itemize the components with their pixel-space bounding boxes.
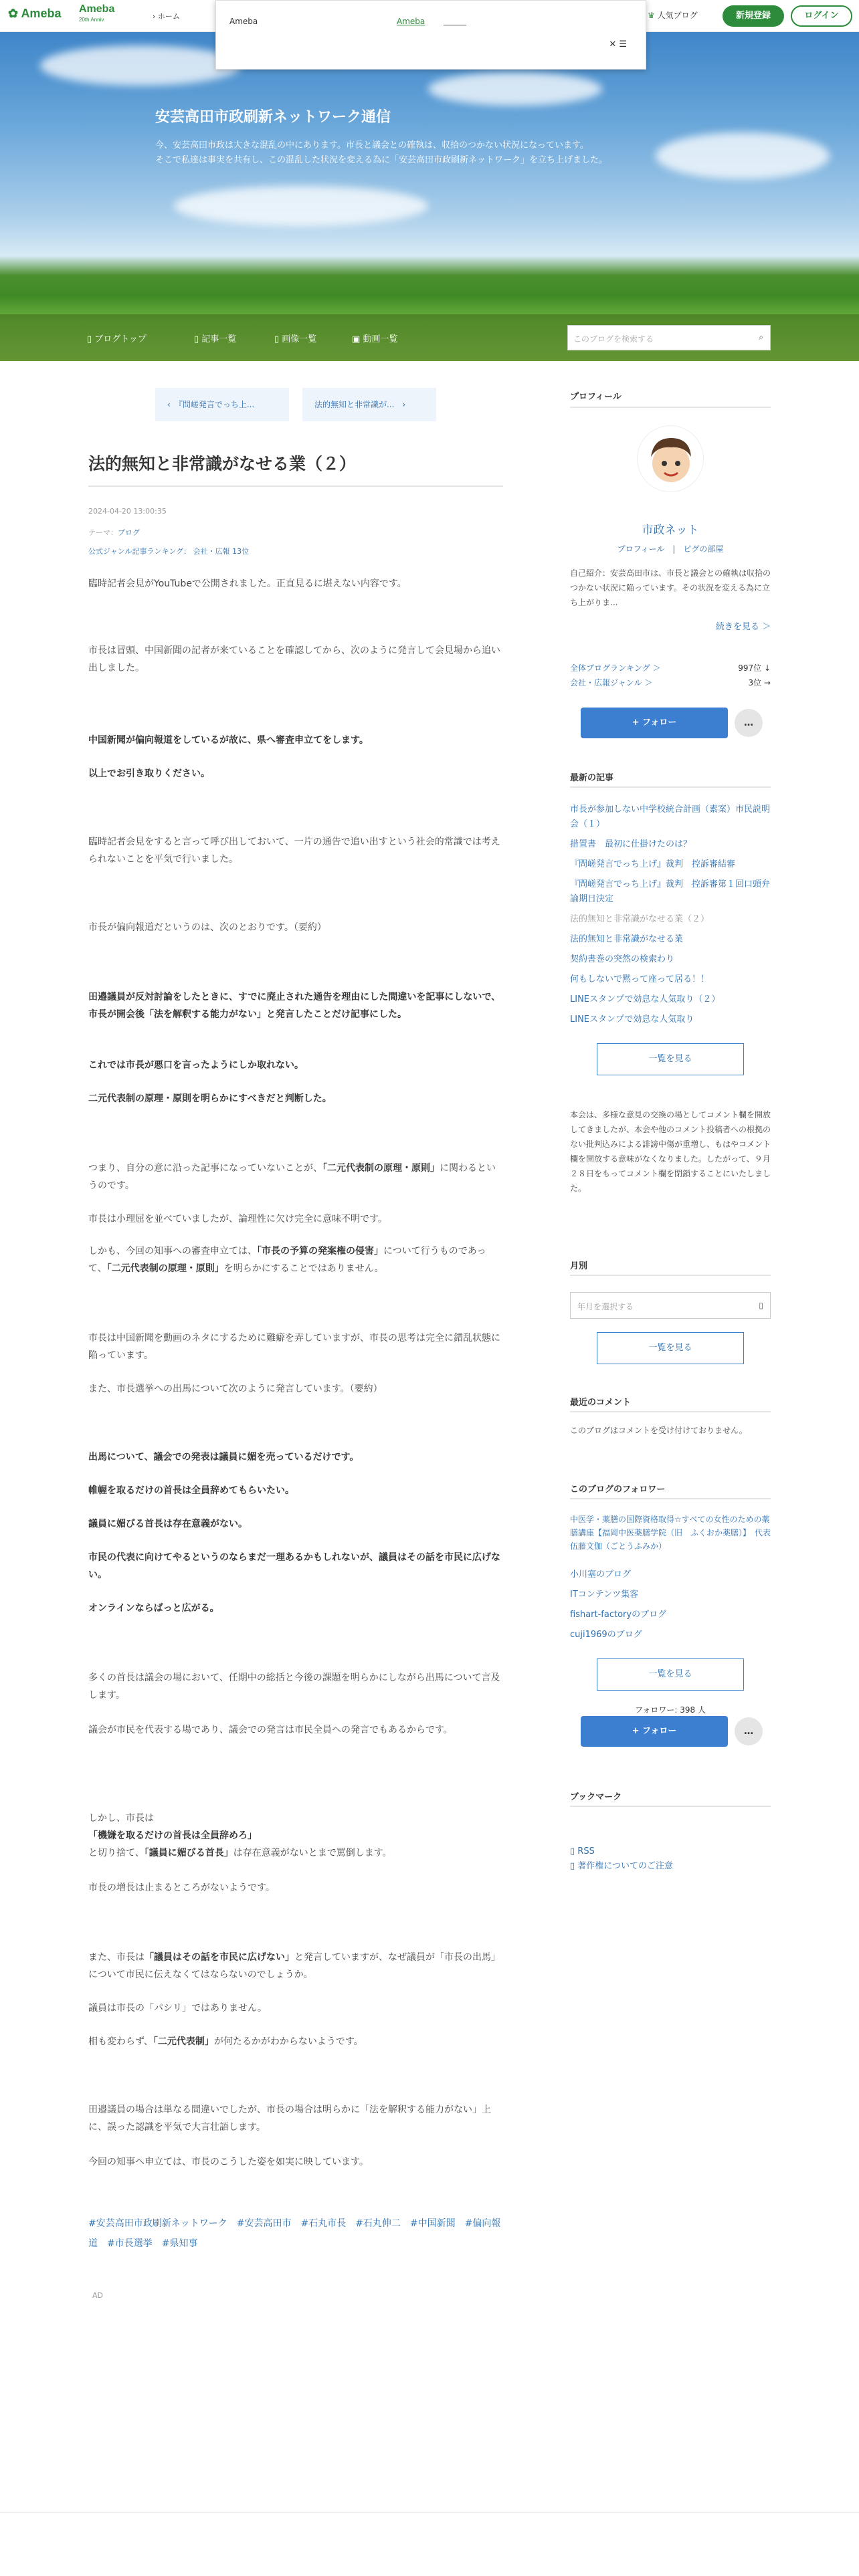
profile-intro: 自己紹介：安芸高田市は、市長と議会との確執は収拾のつかない状況に陥っています。その状況を変える為に立ち上がりま... xyxy=(570,568,771,607)
paragraph: 今回の知事へ申立ては、市長のこうした姿を如実に映しています。 xyxy=(88,2157,369,2167)
profile-link[interactable]: プロフィール xyxy=(617,544,665,554)
blog-search-input[interactable]: このブログを検索する ⌕ xyxy=(567,325,771,350)
blog-title[interactable]: 安芸高田市政刷新ネットワーク通信 xyxy=(155,109,391,126)
divider xyxy=(570,1275,771,1276)
ad-popup xyxy=(215,0,646,70)
latest-article-current[interactable]: 法的無知と非常識がなせる業（２） xyxy=(570,914,710,924)
latest-article-link[interactable]: 措置書 最初に仕掛けたのは？ xyxy=(570,839,692,849)
follower-blog-link[interactable]: fishart-factoryのブログ xyxy=(570,1610,667,1620)
hot-blog-link[interactable]: ♛ 人気ブログ xyxy=(648,11,698,20)
popup-close-icon[interactable]: ✕ ☰ xyxy=(609,39,627,49)
chevron-right-icon: › xyxy=(402,400,406,409)
follower-blog-link[interactable]: 中医学・薬膳の国際資格取得☆すべての女性のための薬膳講座【福岡中医薬膳学院（旧 ふくおか薬膳）】 代表 伍藤文伽（ごとうふみか） xyxy=(570,1515,779,1551)
cloud-decoration xyxy=(174,186,428,226)
paragraph: 中国新聞が偏向報道をしているが故に、県へ審査申立てをします。 xyxy=(88,735,369,746)
follower-count: フォロワー: 398 人 xyxy=(635,1705,706,1715)
paragraph: また、市長選挙への出馬について次のように発言しています。（要約） xyxy=(88,1384,383,1394)
latest-article-link[interactable]: 法的無知と非常識がなせる業 xyxy=(570,934,684,944)
nav-videos[interactable]: ▣ 動画一覧 xyxy=(352,334,398,344)
avatar[interactable] xyxy=(637,425,704,492)
paragraph: 臨時記者会見をすると言って呼び出しておいて、一片の通告で追い出すという社会的常識では考えられないことを平気で行いました。 xyxy=(88,837,500,865)
profile-name[interactable]: 市政ネット xyxy=(642,524,699,537)
paragraph: 市長は小理屈を並べていましたが、論理性に欠け完全に意味不明です。 xyxy=(88,1214,387,1224)
paragraph: 田邉議員が反対討論をしたときに、すでに廃止された通告を理由にした間違いを記事にしないで、市長が開会後「法を解釈する能力がない」と発言したことだけ記事にした。 xyxy=(88,992,501,1020)
overall-ranking-link[interactable]: 全体ブログランキング ＞ 997位 ↓ xyxy=(570,663,771,673)
paragraph: 多くの首長は議会の場において、任期中の総括と今後の課題を明らかにしながら出馬について言及します。 xyxy=(88,1673,500,1701)
blog-description-line1: 今、安芸高田市政は大きな混乱の中にあります。市長と議会との確執は、収拾のつかない状況になっています。 xyxy=(155,140,589,150)
ameba-logo[interactable]: ✿ Ameba xyxy=(8,7,62,20)
latest-article-link[interactable]: 契約書巻の突然の検索わり xyxy=(570,954,675,964)
paragraph: 市長は冒頭、中国新聞の記者が来ていることを確認してから、次のように発言して会見場から追い出しました。 xyxy=(88,645,500,673)
genre-ranking-link[interactable]: 公式ジャンル記事ランキング： 会社・広報 13位 xyxy=(88,547,250,556)
next-article-link[interactable]: 法的無知と非常識が... › xyxy=(302,388,436,421)
paragraph: 相も変わらず、「二元代表制」が何たるかがわからないようです。 xyxy=(88,2036,363,2047)
article-title: 法的無知と非常識がなせる業（２） xyxy=(88,454,357,473)
paragraph: 二元代表制の原理・原則を明らかにすべきだと判断した。 xyxy=(88,1093,332,1104)
cloud-decoration xyxy=(40,45,241,86)
paragraph: 出馬について、議会での発表は議員に媚を売っているだけです。 xyxy=(88,1452,359,1463)
follow-button[interactable]: + フォロー xyxy=(581,708,728,738)
popup-label: Ameba xyxy=(229,17,258,26)
paragraph: 市長が偏向報道だというのは、次のとおりです。（要約） xyxy=(88,922,326,933)
follower-blog-link[interactable]: 小川塞のブログ xyxy=(570,1570,632,1580)
nav-entries[interactable]: ▯ 記事一覧 xyxy=(194,334,237,344)
list-icon: ▯ xyxy=(194,334,199,344)
paragraph: これでは市長が悪口を言ったようにしか取れない。 xyxy=(88,1060,304,1071)
month-select[interactable]: 年月を選択する ▯ xyxy=(570,1292,771,1319)
hashtag-list[interactable]: #安芸高田市政刷新ネットワーク #安芸高田市 #石丸市長 #石丸伸二 #中国新聞 #偏向報道 #市長選挙 #県知事 xyxy=(88,2218,501,2249)
pigg-room-link[interactable]: ピグの部屋 xyxy=(683,544,724,554)
paragraph: 議員に媚びる首長は存在意義がない。 xyxy=(88,1519,248,1529)
divider xyxy=(570,1411,771,1412)
calendar-icon: ▯ xyxy=(759,1301,763,1310)
paragraph: 臨時記者会見がYouTubeで公開されました。正直見るに堪えない内容です。 xyxy=(88,578,407,589)
image-icon: ▯ xyxy=(274,334,280,344)
rss-icon: ▯ xyxy=(570,1846,575,1856)
doc-icon: ▯ xyxy=(570,1861,575,1871)
latest-article-link[interactable]: 何もしないで黙って座って居る！！ xyxy=(570,974,710,984)
genre-ranking-link[interactable]: 会社・広報ジャンル ＞ 3位 → xyxy=(570,678,771,687)
ameba-20th-logo[interactable]: Ameba 20th Anniv. xyxy=(79,3,115,23)
register-button[interactable]: 新規登録 xyxy=(723,5,784,27)
copyright-notice-link[interactable]: ▯ 著作権についてのご注意 xyxy=(570,1861,674,1871)
ad-label: AD xyxy=(92,2291,103,2300)
latest-article-link[interactable]: 『問嵯発言でっち上げ』裁判 控訴審結審 xyxy=(570,859,736,869)
frog-icon: ✿ xyxy=(8,7,19,20)
divider xyxy=(570,1806,771,1807)
no-comments-text: このブログはコメントを受け付けておりません。 xyxy=(570,1426,747,1435)
more-menu-icon[interactable]: … xyxy=(735,709,763,737)
latest-article-link[interactable]: 市長が参加しない中学校統合計画（素案）市民説明会（１） xyxy=(570,804,771,829)
read-more-link[interactable]: 続きを見る ＞ xyxy=(715,622,771,632)
search-icon[interactable]: ⌕ xyxy=(759,332,763,342)
paragraph: 議会が市民を代表する場であり、議会での発言は市民全員への発言でもあるからです。 xyxy=(88,1725,453,1735)
popup-link[interactable]: Ameba xyxy=(397,17,425,26)
follower-blog-link[interactable]: ITコンテンツ集客 xyxy=(570,1590,639,1600)
monthly-list-button[interactable]: 一覧を見る xyxy=(597,1332,744,1364)
home-icon: ▯ xyxy=(87,334,92,344)
article-date: 2024-04-20 13:00:35 xyxy=(88,507,167,516)
latest-article-link[interactable]: 『問嵯発言でっち上げ』裁判 控訴審第１回口頭弁論期日決定 xyxy=(570,879,771,904)
bookmark-heading: ブックマーク xyxy=(570,1792,622,1802)
paragraph: 市民の代表に向けてやるというのならまだ一理あるかもしれないが、議員はその話を市民に広げない。 xyxy=(88,1552,500,1580)
rss-link[interactable]: ▯ RSS xyxy=(570,1846,595,1856)
cloud-decoration xyxy=(656,132,830,179)
latest-list-button[interactable]: 一覧を見る xyxy=(597,1043,744,1075)
paragraph: オンラインならばっと広がる。 xyxy=(88,1603,219,1614)
theme-link[interactable]: ブログ xyxy=(118,528,140,537)
followers-heading: このブログのフォロワー xyxy=(570,1485,666,1495)
blog-description-line2: そこで私達は事実を共有し、この混乱した状況を変える為に「安芸高田市政刷新ネットワーク」を立ち上げました。 xyxy=(155,155,608,165)
title-divider xyxy=(88,486,503,487)
blog-header-banner xyxy=(0,32,859,361)
followers-list-button[interactable]: 一覧を見る xyxy=(597,1658,744,1691)
video-icon: ▣ xyxy=(352,334,361,344)
nav-blog-top[interactable]: ▯ ブログトップ xyxy=(87,334,147,344)
avatar-illustration xyxy=(638,426,704,492)
paragraph: しかも、今回の知事への審査申立ては、「市長の予算の発案権の侵害」について行うものであって、「二元代表制の原理・原則」を明らかにすることではありません。 xyxy=(88,1246,486,1274)
cloud-decoration xyxy=(428,72,602,106)
divider xyxy=(570,786,771,788)
crown-icon: ♛ xyxy=(648,11,655,20)
recent-comments-heading: 最近のコメント xyxy=(570,1398,632,1408)
follow-button[interactable]: + フォロー xyxy=(581,1716,728,1747)
paragraph: 市長は中国新聞を動画のネタにするために難癖を弄していますが、市長の思考は完全に錯乱状態に陥っています。 xyxy=(88,1333,500,1361)
more-menu-icon[interactable]: … xyxy=(735,1717,763,1745)
follower-blog-link[interactable]: cuji1969のブログ xyxy=(570,1630,642,1640)
paragraph: 議員は市長の「パシリ」ではありません。 xyxy=(88,2003,267,2014)
paragraph: しかし、市長は 「機嫌を取るだけの首長は全員辞めろ」 と切り捨て、「議員に媚びる首長」は存在意義がないとまで罵倒します。 xyxy=(88,1813,392,1858)
paragraph: また、市長は「議員はその話を市民に広げない」と発言していますが、なぜ議員が「市長の出馬」について市民に伝えなくてはならないのでしょうか。 xyxy=(88,1952,500,1980)
profile-links: プロフィール | ピグの部屋 xyxy=(617,544,724,554)
login-button[interactable]: ログイン xyxy=(791,5,852,27)
prev-article-link[interactable]: ‹ 『問嵯発言でっち上... xyxy=(155,388,289,421)
latest-heading: 最新の記事 xyxy=(570,773,614,783)
chevron-left-icon: ‹ xyxy=(167,400,171,409)
divider xyxy=(570,1498,771,1499)
home-link[interactable]: › ホーム xyxy=(153,12,180,21)
nav-images[interactable]: ▯ 画像一覧 xyxy=(274,334,317,344)
paragraph: 帷幄を取るだけの首長は全員辞めてもらいたい。 xyxy=(88,1485,294,1496)
paragraph: つまり、自分の意に沿った記事になっていないことが、「二元代表制の原理・原則」に関わるというのです。 xyxy=(88,1163,496,1191)
monthly-heading: 月別 xyxy=(570,1261,588,1271)
article-theme: テーマ：ブログ xyxy=(88,528,140,537)
comment-notice: 本会は、多様な意見の交換の場としてコメント欄を開放してきましたが、本会や他のコメント投稿者への根拠のない批判込みによる誹謗中傷が重増し、もはやコメント欄を開放する意味がなくなりました。したがって、９月２８日をもってコメント欄を閉鎖することにいたしました。 xyxy=(570,1110,771,1193)
paragraph: 田邉議員の場合は単なる間違いでしたが、市長の場合は明らかに「法を解釈する能力がない」上に、誤った認識を平気で大言壮語します。 xyxy=(88,2105,491,2133)
profile-heading: プロフィール xyxy=(570,392,622,402)
divider xyxy=(570,407,771,408)
latest-article-link[interactable]: LINEスタンプで効息な人気取り（２） xyxy=(570,994,721,1004)
paragraph: 以上でお引き取りください。 xyxy=(88,768,210,779)
latest-article-link[interactable]: LINEスタンプで効息な人気取り xyxy=(570,1014,694,1025)
paragraph: 市長の増長は止まるところがないようです。 xyxy=(88,1883,275,1893)
